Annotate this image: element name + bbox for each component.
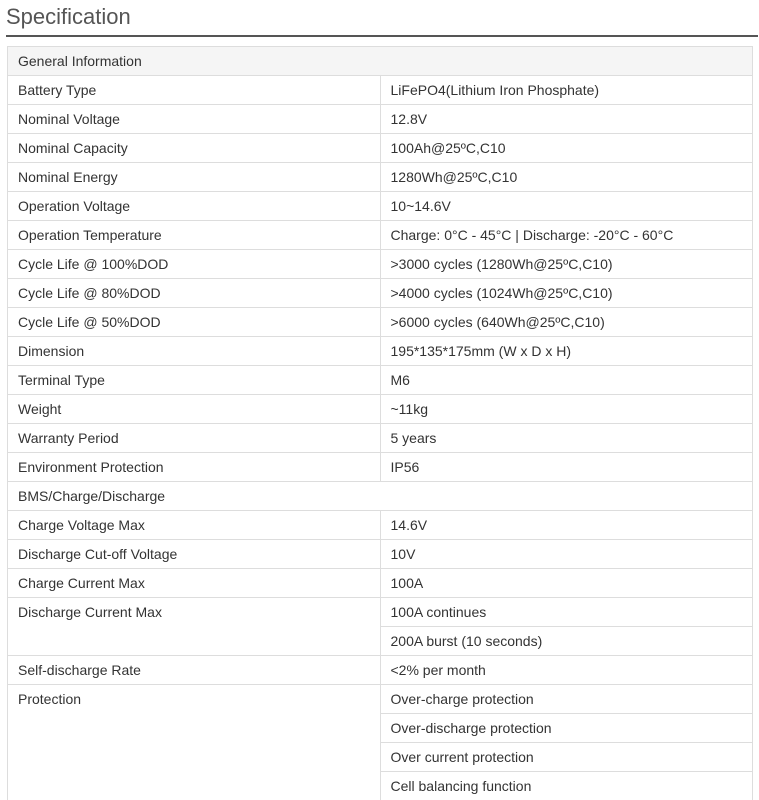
- spec-value: 100Ah@25ºC,C10: [380, 134, 753, 163]
- table-row: [8, 279, 753, 308]
- spec-label: Dimension: [8, 337, 381, 366]
- table-row: [8, 308, 753, 337]
- spec-label: Cycle Life @ 80%DOD: [8, 279, 381, 308]
- table-row: [8, 511, 753, 540]
- table-row: [8, 569, 753, 598]
- table-row: [8, 453, 753, 482]
- spec-label: Discharge Cut-off Voltage: [8, 540, 381, 569]
- spec-label: Operation Voltage: [8, 192, 381, 221]
- spec-value: 195*135*175mm (W x D x H): [380, 337, 753, 366]
- table-row: [8, 163, 753, 192]
- spec-value: >4000 cycles (1024Wh@25ºC,C10): [380, 279, 753, 308]
- table-row: [8, 656, 753, 685]
- spec-value: 5 years: [380, 424, 753, 453]
- spec-value: 1280Wh@25ºC,C10: [380, 163, 753, 192]
- section-heading: General Information: [8, 47, 753, 76]
- spec-label: Charge Voltage Max: [8, 511, 381, 540]
- spec-value: <2% per month: [380, 656, 753, 685]
- spec-value: Over-discharge protection: [380, 714, 753, 743]
- spec-label: Battery Type: [8, 76, 381, 105]
- spec-value: >6000 cycles (640Wh@25ºC,C10): [380, 308, 753, 337]
- table-row: [8, 192, 753, 221]
- page-title: Specification: [6, 4, 131, 29]
- spec-value: 100A: [380, 569, 753, 598]
- spec-label: Nominal Voltage: [8, 105, 381, 134]
- spec-label: Nominal Capacity: [8, 134, 381, 163]
- spec-value: 200A burst (10 seconds): [380, 627, 753, 656]
- table-row: [8, 540, 753, 569]
- section-header-row: [8, 47, 753, 76]
- spec-value: IP56: [380, 453, 753, 482]
- spec-value: 10~14.6V: [380, 192, 753, 221]
- spec-value: Over current protection: [380, 743, 753, 772]
- spec-label: Charge Current Max: [8, 569, 381, 598]
- table-row: [8, 105, 753, 134]
- specification-table: [7, 46, 753, 800]
- spec-value: Cell balancing function: [380, 772, 753, 800]
- spec-value: 14.6V: [380, 511, 753, 540]
- table-row: [8, 598, 753, 627]
- spec-label: Discharge Current Max: [8, 598, 381, 656]
- spec-value: ~11kg: [380, 395, 753, 424]
- section-heading: BMS/Charge/Discharge: [8, 482, 753, 511]
- spec-label: Operation Temperature: [8, 221, 381, 250]
- spec-value: >3000 cycles (1280Wh@25ºC,C10): [380, 250, 753, 279]
- table-row: [8, 395, 753, 424]
- table-row: [8, 337, 753, 366]
- spec-value: Charge: 0°C - 45°C | Discharge: -20°C - 60°C: [380, 221, 753, 250]
- table-row: [8, 221, 753, 250]
- spec-value: 12.8V: [380, 105, 753, 134]
- spec-value: M6: [380, 366, 753, 395]
- spec-label: Nominal Energy: [8, 163, 381, 192]
- spec-value: Over-charge protection: [380, 685, 753, 714]
- spec-label: Cycle Life @ 50%DOD: [8, 308, 381, 337]
- spec-label: Terminal Type: [8, 366, 381, 395]
- spec-value: 100A continues: [380, 598, 753, 627]
- spec-value: LiFePO4(Lithium Iron Phosphate): [380, 76, 753, 105]
- spec-value: 10V: [380, 540, 753, 569]
- table-row: [8, 366, 753, 395]
- spec-label: Cycle Life @ 100%DOD: [8, 250, 381, 279]
- spec-label: Self-discharge Rate: [8, 656, 381, 685]
- table-row: [8, 250, 753, 279]
- table-row: [8, 685, 753, 714]
- spec-label: Warranty Period: [8, 424, 381, 453]
- spec-label: Environment Protection: [8, 453, 381, 482]
- table-row: [8, 134, 753, 163]
- spec-label: Protection: [8, 685, 381, 800]
- table-row: [8, 76, 753, 105]
- section-header-row: [8, 482, 753, 511]
- title-divider: [6, 35, 758, 37]
- specification-table-body: [8, 47, 753, 800]
- table-row: [8, 424, 753, 453]
- spec-label: Weight: [8, 395, 381, 424]
